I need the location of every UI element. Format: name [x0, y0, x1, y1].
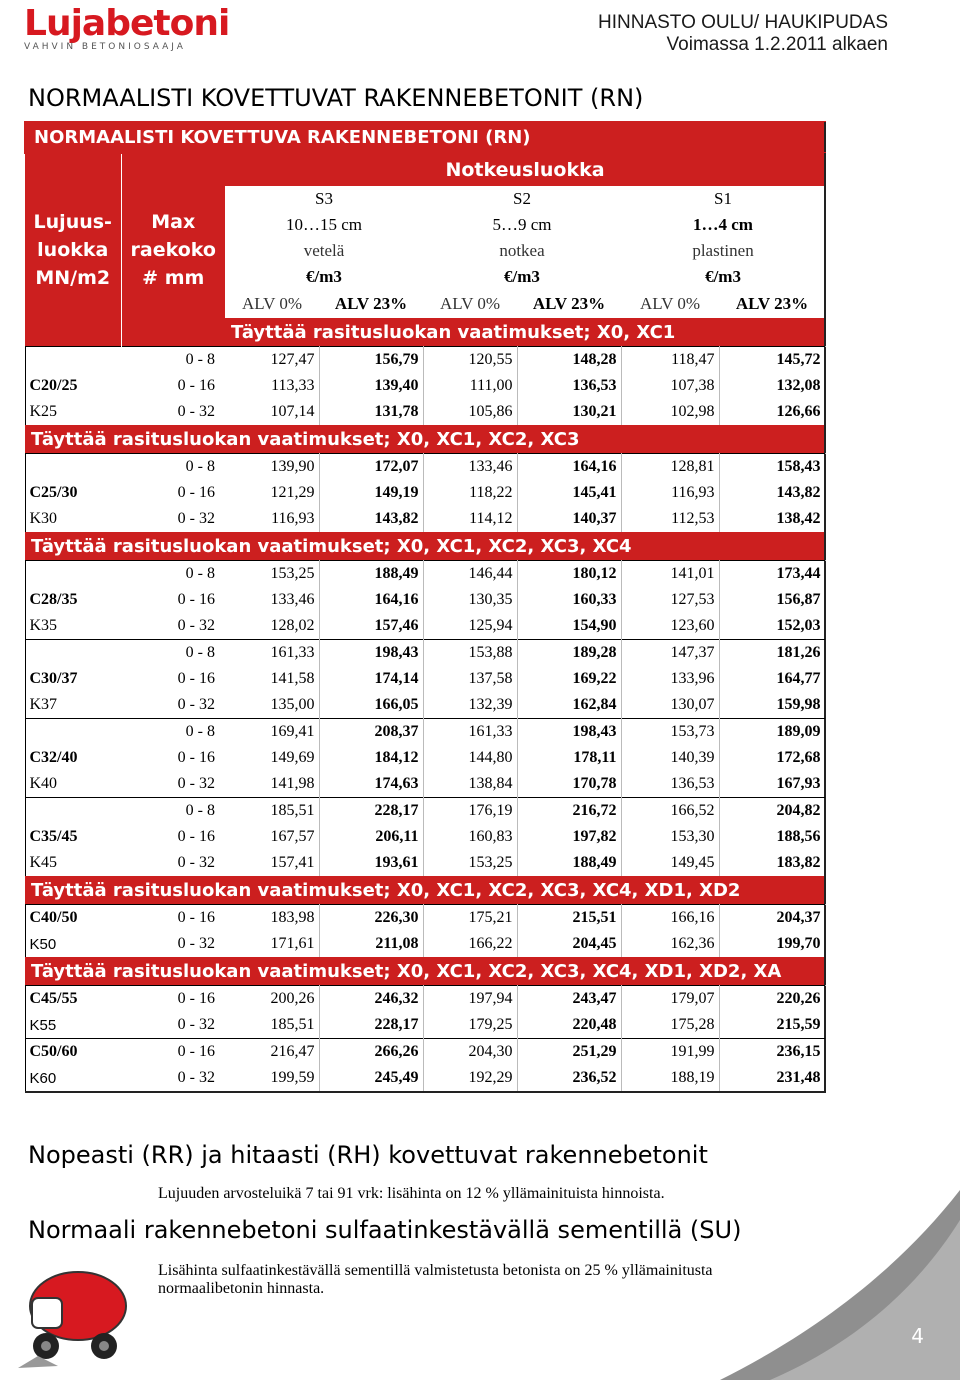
- price-vat23-cell: 228,17: [319, 1012, 423, 1039]
- price-vat0-cell: 166,16: [621, 905, 719, 932]
- aggregate-size-cell: 0 - 8: [121, 347, 225, 374]
- rr-rh-title: Nopeasti (RR) ja hitaasti (RH) kovettuvat rakennebetonit: [28, 1141, 708, 1169]
- price-vat23-cell: 167,93: [719, 771, 825, 798]
- price-vat23-cell: 126,66: [719, 399, 825, 425]
- price-vat23-cell: 226,30: [319, 905, 423, 932]
- price-vat23-cell: 145,41: [517, 480, 621, 506]
- price-vat23-cell: 174,14: [319, 666, 423, 692]
- logo-tagline: VAHVIN BETONIOSAAJA: [24, 42, 186, 52]
- class-s2-header: [423, 186, 621, 290]
- class-unit: €/m3: [705, 267, 741, 286]
- table-title-row: [25, 122, 825, 153]
- price-vat23-cell: 220,48: [517, 1012, 621, 1039]
- strength-class-cell: [25, 798, 121, 825]
- price-list-header: [598, 12, 888, 56]
- aggregate-size-cell: 0 - 16: [177, 377, 215, 394]
- price-vat0-cell: 120,55: [423, 347, 517, 374]
- aggregate-size-cell: 0 - 16: [177, 670, 215, 687]
- price-vat0-cell: 175,28: [621, 1012, 719, 1039]
- strength-class-cell: [25, 719, 121, 746]
- price-vat23-cell: 156,87: [719, 587, 825, 613]
- price-vat23-cell: 181,26: [719, 640, 825, 667]
- consistency-class-header: Notkeusluokka: [225, 153, 825, 186]
- class-desc: plastinen: [692, 241, 754, 260]
- price-row: [25, 745, 825, 771]
- price-vat0-cell: 141,98: [225, 771, 319, 798]
- price-vat23-cell: 157,46: [319, 613, 423, 640]
- price-vat23-cell: 189,28: [517, 640, 621, 667]
- price-vat0-cell: 133,46: [423, 454, 517, 481]
- price-vat0-cell: 118,22: [423, 480, 517, 506]
- strength-class-cell: C25/30: [25, 480, 121, 506]
- price-vat0-cell: 135,00: [225, 692, 319, 719]
- price-vat0-cell: 113,33: [225, 373, 319, 399]
- strength-class-cell: C45/55: [25, 986, 121, 1013]
- price-vat0-cell: 171,61: [225, 931, 319, 957]
- strength-class-cell: [25, 347, 121, 374]
- class-desc: vetelä: [303, 241, 345, 260]
- aggregate-size-cell: 0 - 32: [177, 775, 215, 792]
- price-vat23-cell: 136,53: [517, 373, 621, 399]
- price-row: [25, 1012, 825, 1039]
- vat0-header: ALV 0%: [242, 294, 302, 313]
- price-vat23-cell: 188,56: [719, 824, 825, 850]
- aggregate-size-cell: 0 - 8: [121, 454, 225, 481]
- requirement-section-row: [25, 876, 825, 905]
- price-vat0-cell: 176,19: [423, 798, 517, 825]
- requirement-section-title: Täyttää rasitusluokan vaatimukset; X0, XC1: [225, 318, 825, 347]
- price-vat0-cell: 200,26: [225, 986, 319, 1013]
- page-number: 4: [911, 1324, 924, 1348]
- price-vat23-cell: 220,26: [719, 986, 825, 1013]
- class-s1-header: [621, 186, 825, 290]
- price-vat23-cell: 149,19: [319, 480, 423, 506]
- strength-header-line: Lujuus-: [33, 211, 112, 233]
- price-vat23-cell: 199,70: [719, 931, 825, 957]
- price-vat0-cell: 188,19: [621, 1065, 719, 1092]
- price-vat0-cell: 185,51: [225, 798, 319, 825]
- price-vat0-cell: 147,37: [621, 640, 719, 667]
- strength-class-cell: [25, 561, 121, 588]
- strength-class-cell: K37: [25, 692, 121, 719]
- price-row: [25, 1039, 825, 1066]
- price-vat0-cell: 149,45: [621, 850, 719, 876]
- price-row: [25, 692, 825, 719]
- price-vat0-cell: 167,57: [225, 824, 319, 850]
- strength-class-cell: K40: [25, 771, 121, 798]
- price-vat23-cell: 204,45: [517, 931, 621, 957]
- price-vat23-cell: 162,84: [517, 692, 621, 719]
- price-vat0-cell: 105,86: [423, 399, 517, 425]
- price-vat23-cell: 140,37: [517, 506, 621, 532]
- price-vat0-cell: 111,00: [423, 373, 517, 399]
- strength-class-cell: C20/25: [25, 373, 121, 399]
- price-row: [25, 931, 825, 957]
- price-vat23-cell: 236,52: [517, 1065, 621, 1092]
- price-row: [25, 771, 825, 798]
- aggregate-size-cell: 0 - 8: [121, 798, 225, 825]
- price-row: [25, 347, 825, 374]
- price-vat23-cell: 166,05: [319, 692, 423, 719]
- price-vat0-cell: 166,52: [621, 798, 719, 825]
- price-vat23-cell: 170,78: [517, 771, 621, 798]
- price-vat0-cell: 141,58: [225, 666, 319, 692]
- aggregate-header-line: raekoko: [130, 239, 216, 261]
- price-vat0-cell: 118,47: [621, 347, 719, 374]
- class-desc: notkea: [499, 241, 545, 260]
- aggregate-size-cell: 0 - 16: [177, 591, 215, 608]
- price-row: [25, 666, 825, 692]
- class-code: S3: [315, 189, 333, 208]
- price-vat23-cell: 236,15: [719, 1039, 825, 1066]
- price-vat23-cell: 164,77: [719, 666, 825, 692]
- price-vat23-cell: 164,16: [517, 454, 621, 481]
- price-vat23-cell: 193,61: [319, 850, 423, 876]
- price-vat0-cell: 192,29: [423, 1065, 517, 1092]
- price-vat0-cell: 216,47: [225, 1039, 319, 1066]
- price-vat23-cell: 183,82: [719, 850, 825, 876]
- requirement-section-row: [25, 957, 825, 986]
- price-list-validity: Voimassa 1.2.2011 alkaen: [666, 34, 888, 55]
- requirement-section-title: Täyttää rasitusluokan vaatimukset; X0, XC1, XC2, XC3, XC4, XD1, XD2: [25, 876, 825, 905]
- price-vat23-cell: 158,43: [719, 454, 825, 481]
- price-vat23-cell: 211,08: [319, 931, 423, 957]
- price-vat0-cell: 128,02: [225, 613, 319, 640]
- price-row: [25, 640, 825, 667]
- aggregate-size-cell: 0 - 32: [177, 696, 215, 713]
- price-vat23-cell: 156,79: [319, 347, 423, 374]
- price-vat0-cell: 138,84: [423, 771, 517, 798]
- price-vat0-cell: 125,94: [423, 613, 517, 640]
- vat23-header: ALV 23%: [334, 294, 408, 313]
- aggregate-size-cell: 0 - 32: [177, 1016, 215, 1033]
- price-vat0-cell: 153,88: [423, 640, 517, 667]
- price-vat0-cell: 160,83: [423, 824, 517, 850]
- aggregate-size-cell: 0 - 32: [177, 617, 215, 634]
- price-vat23-cell: 139,40: [319, 373, 423, 399]
- price-vat23-cell: 188,49: [517, 850, 621, 876]
- price-vat23-cell: 189,09: [719, 719, 825, 746]
- strength-class-cell: C32/40: [25, 745, 121, 771]
- price-vat0-cell: 127,47: [225, 347, 319, 374]
- price-vat23-cell: 197,82: [517, 824, 621, 850]
- aggregate-size-cell: 0 - 8: [121, 719, 225, 746]
- aggregate-size-cell: 0 - 8: [121, 561, 225, 588]
- price-row: [25, 824, 825, 850]
- price-vat23-cell: 215,59: [719, 1012, 825, 1039]
- price-row: [25, 480, 825, 506]
- price-row: [25, 850, 825, 876]
- price-vat23-cell: 198,43: [517, 719, 621, 746]
- price-vat0-cell: 146,44: [423, 561, 517, 588]
- price-vat23-cell: 216,72: [517, 798, 621, 825]
- aggregate-size-cell: 0 - 16: [177, 749, 215, 766]
- strength-class-cell: K25: [25, 399, 121, 425]
- price-vat23-cell: 198,43: [319, 640, 423, 667]
- aggregate-size-cell: 0 - 32: [177, 510, 215, 527]
- strength-class-header: [25, 153, 121, 347]
- aggregate-size-cell: 0 - 16: [121, 1039, 225, 1066]
- price-row: [25, 399, 825, 425]
- strength-class-cell: K50: [25, 931, 121, 957]
- price-row: [25, 613, 825, 640]
- su-note: Lisähinta sulfaatinkestävällä sementillä valmistetusta betonista on 25 % yllämainitusta normaalibetonin hinnasta.: [158, 1262, 713, 1297]
- price-vat0-cell: 153,73: [621, 719, 719, 746]
- strength-class-cell: C50/60: [25, 1039, 121, 1066]
- price-table: [24, 121, 824, 1093]
- price-vat23-cell: 138,42: [719, 506, 825, 532]
- price-vat0-cell: 179,07: [621, 986, 719, 1013]
- price-vat23-cell: 164,16: [319, 587, 423, 613]
- aggregate-size-cell: 0 - 16: [121, 905, 225, 932]
- class-range: 5…9 cm: [492, 215, 552, 234]
- price-vat0-cell: 153,25: [423, 850, 517, 876]
- class-code: S1: [714, 189, 732, 208]
- price-vat0-cell: 107,38: [621, 373, 719, 399]
- aggregate-size-cell: 0 - 16: [177, 484, 215, 501]
- price-vat23-cell: 172,07: [319, 454, 423, 481]
- lujabetoni-logo: [24, 4, 246, 52]
- price-vat0-cell: 149,69: [225, 745, 319, 771]
- vat23-header: ALV 23%: [735, 294, 809, 313]
- price-vat0-cell: 102,98: [621, 399, 719, 425]
- strength-class-cell: C30/37: [25, 666, 121, 692]
- price-vat0-cell: 127,53: [621, 587, 719, 613]
- price-vat0-cell: 185,51: [225, 1012, 319, 1039]
- price-vat23-cell: 172,68: [719, 745, 825, 771]
- page-title: NORMAALISTI KOVETTUVAT RAKENNEBETONIT (RN): [28, 84, 644, 112]
- price-vat0-cell: 161,33: [225, 640, 319, 667]
- price-vat23-cell: 148,28: [517, 347, 621, 374]
- page-corner-decoration: [660, 1190, 960, 1380]
- price-vat0-cell: 116,93: [621, 480, 719, 506]
- price-vat23-cell: 208,37: [319, 719, 423, 746]
- su-title: Normaali rakennebetoni sulfaatinkestävällä sementillä (SU): [28, 1216, 742, 1244]
- price-vat0-cell: 130,07: [621, 692, 719, 719]
- aggregate-size-cell: 0 - 32: [177, 403, 215, 420]
- price-row: [25, 719, 825, 746]
- price-vat23-cell: 132,08: [719, 373, 825, 399]
- price-vat23-cell: 130,21: [517, 399, 621, 425]
- strength-header-line: MN/m2: [35, 267, 111, 289]
- price-vat23-cell: 204,37: [719, 905, 825, 932]
- strength-class-cell: [25, 640, 121, 667]
- price-row: [25, 454, 825, 481]
- vat0-header: ALV 0%: [440, 294, 500, 313]
- strength-class-cell: C28/35: [25, 587, 121, 613]
- price-vat0-cell: 204,30: [423, 1039, 517, 1066]
- price-vat23-cell: 143,82: [319, 506, 423, 532]
- class-s3-header: [225, 186, 423, 290]
- price-vat23-cell: 160,33: [517, 587, 621, 613]
- mixer-truck-mascot-icon: [8, 1248, 138, 1374]
- price-vat0-cell: 169,41: [225, 719, 319, 746]
- price-vat23-cell: 204,82: [719, 798, 825, 825]
- price-vat0-cell: 197,94: [423, 986, 517, 1013]
- price-vat23-cell: 188,49: [319, 561, 423, 588]
- price-row: [25, 587, 825, 613]
- price-row: [25, 506, 825, 532]
- price-list-location: HINNASTO OULU/ HAUKIPUDAS: [598, 12, 888, 33]
- price-vat0-cell: 183,98: [225, 905, 319, 932]
- strength-class-cell: C40/50: [25, 905, 121, 932]
- vat0-header: ALV 0%: [640, 294, 700, 313]
- price-vat0-cell: 133,96: [621, 666, 719, 692]
- price-vat0-cell: 179,25: [423, 1012, 517, 1039]
- price-vat0-cell: 166,22: [423, 931, 517, 957]
- table-title: NORMAALISTI KOVETTUVA RAKENNEBETONI (RN): [25, 122, 825, 153]
- price-vat0-cell: 133,46: [225, 587, 319, 613]
- strength-class-cell: K60: [25, 1065, 121, 1092]
- price-vat23-cell: 246,32: [319, 986, 423, 1013]
- rr-rh-note: Lujuuden arvosteluikä 7 tai 91 vrk: lisähinta on 12 % yllämainituista hinnoista.: [158, 1185, 665, 1202]
- requirement-section-title: Täyttää rasitusluokan vaatimukset; X0, XC1, XC2, XC3, XC4: [25, 532, 825, 561]
- price-row: [25, 905, 825, 932]
- price-row: [25, 1065, 825, 1092]
- price-vat0-cell: 153,30: [621, 824, 719, 850]
- price-vat0-cell: 112,53: [621, 506, 719, 532]
- price-vat0-cell: 162,36: [621, 931, 719, 957]
- price-vat23-cell: 243,47: [517, 986, 621, 1013]
- price-vat0-cell: 140,39: [621, 745, 719, 771]
- aggregate-size-cell: 0 - 32: [177, 854, 215, 871]
- price-vat0-cell: 130,35: [423, 587, 517, 613]
- notkeus-row: [25, 153, 825, 186]
- price-vat0-cell: 161,33: [423, 719, 517, 746]
- price-vat0-cell: 191,99: [621, 1039, 719, 1066]
- price-vat0-cell: 175,21: [423, 905, 517, 932]
- aggregate-size-header: [121, 153, 225, 347]
- aggregate-header-line: # mm: [142, 267, 205, 289]
- price-vat0-cell: 128,81: [621, 454, 719, 481]
- price-row: [25, 373, 825, 399]
- aggregate-size-cell: 0 - 16: [177, 828, 215, 845]
- class-unit: €/m3: [306, 267, 342, 286]
- price-vat0-cell: 141,01: [621, 561, 719, 588]
- requirement-section-title: Täyttää rasitusluokan vaatimukset; X0, XC1, XC2, XC3: [25, 425, 825, 454]
- price-vat0-cell: 114,12: [423, 506, 517, 532]
- price-vat0-cell: 139,90: [225, 454, 319, 481]
- price-row: [25, 798, 825, 825]
- price-vat0-cell: 157,41: [225, 850, 319, 876]
- price-vat23-cell: 251,29: [517, 1039, 621, 1066]
- price-row: [25, 561, 825, 588]
- strength-class-cell: K35: [25, 613, 121, 640]
- price-row: [25, 986, 825, 1013]
- strength-class-cell: K55: [25, 1012, 121, 1039]
- price-vat0-cell: 123,60: [621, 613, 719, 640]
- price-vat23-cell: 206,11: [319, 824, 423, 850]
- requirement-section-title: Täyttää rasitusluokan vaatimukset; X0, XC1, XC2, XC3, XC4, XD1, XD2, XA: [25, 957, 825, 986]
- aggregate-size-cell: 0 - 32: [177, 1069, 215, 1086]
- price-vat0-cell: 144,80: [423, 745, 517, 771]
- price-vat23-cell: 143,82: [719, 480, 825, 506]
- vat23-header: ALV 23%: [532, 294, 606, 313]
- class-range: 1…4 cm: [693, 215, 753, 234]
- price-vat0-cell: 153,25: [225, 561, 319, 588]
- requirement-section-row: [25, 532, 825, 561]
- price-vat23-cell: 173,44: [719, 561, 825, 588]
- price-vat23-cell: 145,72: [719, 347, 825, 374]
- price-vat0-cell: 137,58: [423, 666, 517, 692]
- price-vat23-cell: 245,49: [319, 1065, 423, 1092]
- class-code: S2: [513, 189, 531, 208]
- price-vat23-cell: 131,78: [319, 399, 423, 425]
- price-vat0-cell: 116,93: [225, 506, 319, 532]
- price-vat23-cell: 169,22: [517, 666, 621, 692]
- aggregate-size-cell: 0 - 16: [121, 986, 225, 1013]
- class-unit: €/m3: [504, 267, 540, 286]
- price-vat0-cell: 121,29: [225, 480, 319, 506]
- price-vat23-cell: 152,03: [719, 613, 825, 640]
- aggregate-size-cell: 0 - 32: [177, 935, 215, 952]
- aggregate-header-line: Max: [151, 211, 196, 233]
- price-vat23-cell: 154,90: [517, 613, 621, 640]
- requirement-section-row: [25, 425, 825, 454]
- price-vat0-cell: 132,39: [423, 692, 517, 719]
- price-vat0-cell: 107,14: [225, 399, 319, 425]
- strength-class-cell: C35/45: [25, 824, 121, 850]
- price-vat23-cell: 215,51: [517, 905, 621, 932]
- price-vat23-cell: 184,12: [319, 745, 423, 771]
- price-vat23-cell: 159,98: [719, 692, 825, 719]
- price-vat23-cell: 266,26: [319, 1039, 423, 1066]
- price-vat23-cell: 174,63: [319, 771, 423, 798]
- price-vat23-cell: 228,17: [319, 798, 423, 825]
- price-vat23-cell: 180,12: [517, 561, 621, 588]
- strength-header-line: luokka: [37, 239, 109, 261]
- aggregate-size-cell: 0 - 8: [121, 640, 225, 667]
- price-vat23-cell: 178,11: [517, 745, 621, 771]
- strength-class-cell: [25, 454, 121, 481]
- price-vat23-cell: 231,48: [719, 1065, 825, 1092]
- strength-class-cell: K45: [25, 850, 121, 876]
- price-vat0-cell: 199,59: [225, 1065, 319, 1092]
- price-vat0-cell: 136,53: [621, 771, 719, 798]
- logo-wordmark: Lujabetoni: [24, 3, 230, 44]
- strength-class-cell: K30: [25, 506, 121, 532]
- class-range: 10…15 cm: [285, 215, 363, 234]
